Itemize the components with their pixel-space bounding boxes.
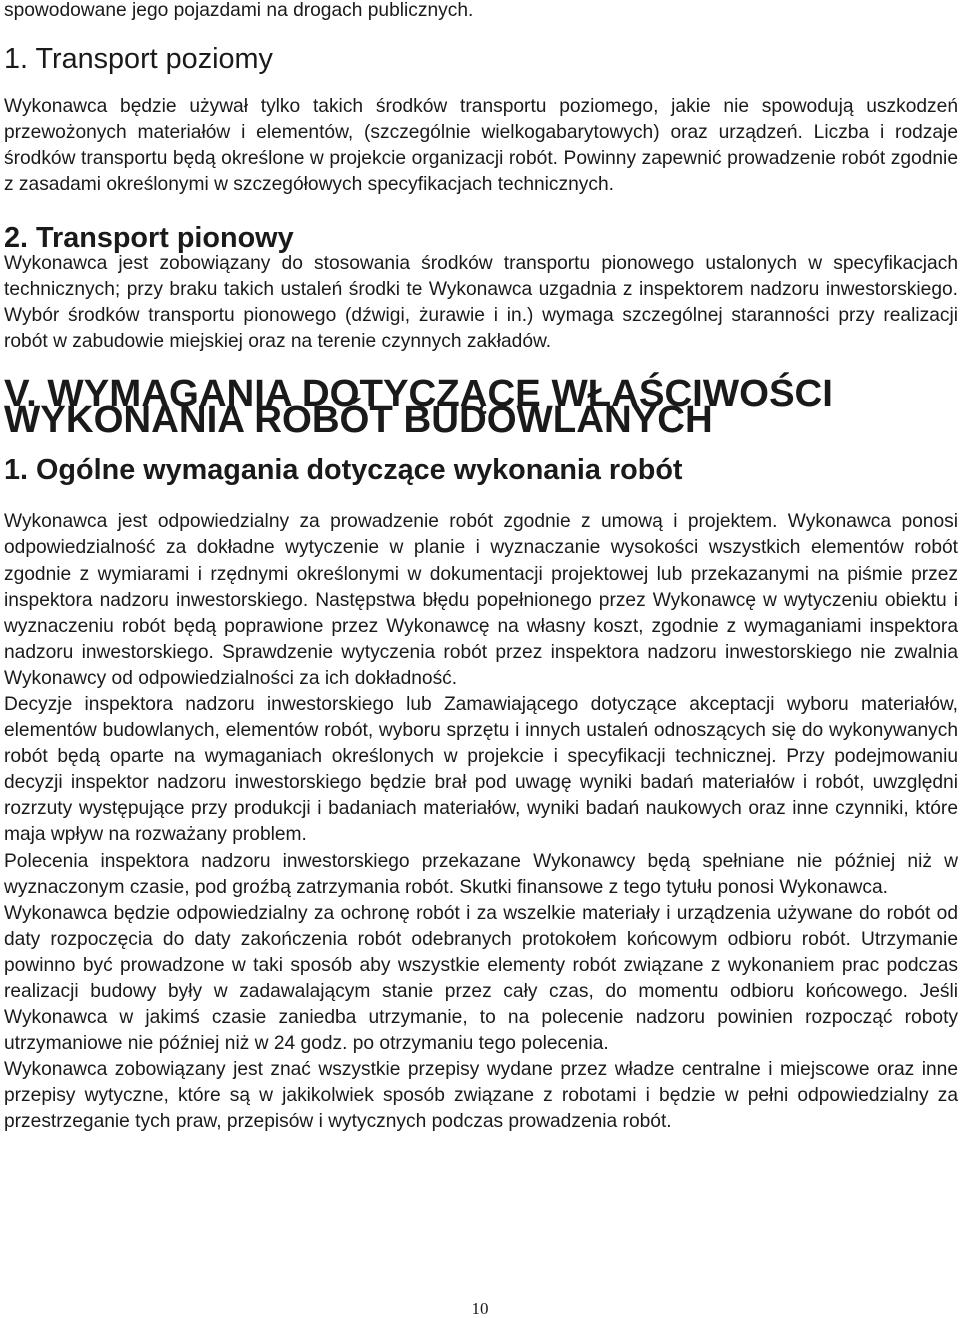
document-page <box>4 0 958 1136</box>
paragraph-transport-pionowy: Wykonawca jest zobowiązany do stosowania środków transportu pionowego ustalonych w specyfikacjach technicznych; przy braku takich ustaleń środki te Wykonawca uzgadnia z inspektorem nadzoru inwestorskiego. Wybór środków transportu pionowego (dźwigi, żurawie i in.) wymaga szczególnej staranności przy realizacji robót w zabudowie miejskiej oraz na terenie czynnych zakładów. <box>4 252 958 352</box>
paragraph-wymagania-1: Wykonawca jest odpowiedzialny za prowadzenie robót zgodnie z umową i projektem. Wykonawca ponosi odpowiedzialność za dokładne wytyczenie w planie i wyznaczanie wysokości wszystkich elementów robót zgodnie z wymiarami i rzędnymi określonymi w dokumentacji projektowej lub przekazanymi na piśmie przez inspektora nadzoru inwestorskiego. Następstwa błędu popełnionego przez Wykonawcę w wytyczeniu obiektu i wyznaczeniu robót będą poprawione przez Wykonawcę na własny koszt, zgodnie z wymaganiami inspektora nadzoru inwestorskiego. Sprawdzenie wytyczenia robót przez inspektora nadzoru inwestorskiego nie zwalnia Wykonawcy od odpowiedzialności za ich dokładność. <box>4 511 958 689</box>
heading-transport-pionowy: 2. Transport pionowy <box>4 221 294 254</box>
paragraph-wymagania-2: Decyzje inspektora nadzoru inwestorskiego lub Zamawiającego dotyczące akceptacji wyboru materiałów, elementów budowlanych, elementów robót, wyboru sprzętu i innych ustaleń odnoszących się do wykonywanych robót będą oparte na wymaganiach określonych w projekcie i specyfikacji technicznej. Przy podejmowaniu decyzji inspektor nadzoru inwestorskiego będzie brał pod uwagę wyniki badań materiałów i robót, uwzględni rozrzuty występujące przy produkcji i badaniach materiałów, wyniki badań naukowych oraz inne czynniki, które maja wpływ na rozważany problem. <box>4 693 958 846</box>
intro-line: spowodowane jego pojazdami na drogach publicznych. <box>4 0 474 21</box>
paragraph-wymagania-5: Wykonawca zobowiązany jest znać wszystkie przepisy wydane przez władze centralne i miejscowe oraz inne przepisy wytyczne, które są w jakikolwiek sposób związane z robotami i będzie w pełni odpowiedzialny za przestrzeganie tych praw, przepisów i wytycznych podczas prowadzenia robót. <box>4 1059 958 1133</box>
paragraph-wymagania-3: Polecenia inspektora nadzoru inwestorskiego przekazane Wykonawcy będą spełniane nie później niż w wyznaczonym czasie, pod groźbą zatrzymania robót. Skutki finansowe z tego tytułu ponosi Wykonawca. <box>4 850 958 898</box>
subheading-ogolne-wymagania: 1. Ogólne wymagania dotyczące wykonania robót <box>4 454 683 487</box>
page-number: 10 <box>471 1299 489 1318</box>
heading-wymagania: V. WYMAGANIA DOTYCZĄCE WŁAŚCIWOŚCI WYKONANIA ROBÓT BUDOWLANYCH <box>4 372 833 442</box>
heading-transport-poziomy: 1. Transport poziomy <box>4 43 273 76</box>
paragraph-transport-poziomy: Wykonawca będzie używał tylko takich środków transportu poziomego, jakie nie spowodują uszkodzeń przewożonych materiałów i elementów, (szczególnie wielkogabarytowych) oraz urządzeń. Liczba i rodzaje środków transportu będą określone w projekcie organizacji robót. Powinny zapewnić prowadzenie robót zgodnie z zasadami określonymi w szczegółowych specyfikacjach technicznych. <box>4 96 958 196</box>
paragraph-wymagania-4: Wykonawca będzie odpowiedzialny za ochronę robót i za wszelkie materiały i urządzenia używane do robót od daty rozpoczęcia do daty zakończenia robót odebranych protokołem końcowym odbioru robót. Utrzymanie powinno być prowadzone w taki sposób aby wszystkie elementy robót związane z wykonaniem prac podczas realizacji budowy były w zadawalającym stanie przez cały czas, do momentu odbioru końcowego. Jeśli Wykonawca w jakimś czasie zaniedba utrzymanie, to na polecenie nadzoru powinien rozpocząć roboty utrzymaniowe nie później niż w 24 godz. po otrzymaniu tego polecenia. <box>4 902 958 1055</box>
